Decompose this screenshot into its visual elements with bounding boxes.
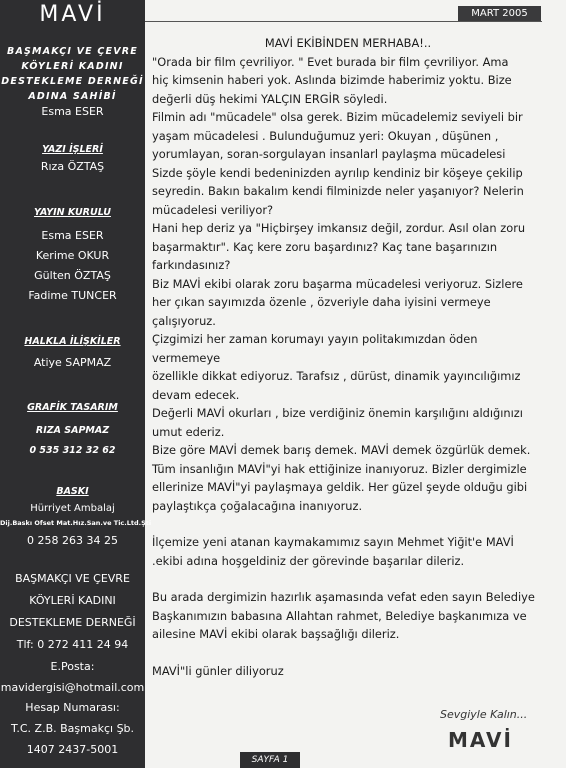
board-member: Gülten ÖZTAŞ (34, 269, 111, 282)
account-label: Hesap Numarası: (25, 701, 120, 714)
print-block (0, 484, 152, 550)
editor-heading: YAZI İŞLERİ (42, 144, 103, 155)
page-number: SAYFA 1 (240, 752, 300, 768)
footer-logo: MAVİ (448, 728, 513, 752)
pr-heading: HALKLA İLİŞKİLER (24, 336, 121, 347)
issue-date: MART 2005 (458, 6, 541, 21)
signature: Sevgiyle Kalın... (440, 708, 528, 721)
article-line: paylaştıkça çoğalacağına inanıyoruz. (152, 498, 363, 513)
board-block (0, 205, 145, 306)
article-line: mücadelesi veriliyor? (152, 202, 274, 217)
article-title: MAVİ EKİBİNDEN MERHABA!.. (264, 36, 432, 50)
article-line: ellerinize MAVİ"yi paylaşmaya geldik. Her güzel şeyde olduğu gibi (152, 480, 528, 494)
designer-phone: 0 535 312 32 62 (29, 445, 116, 456)
article-line: İlçemize yeni atanan kaymakamımız sayın Mehmet Yiğit'e MAVİ (152, 535, 514, 549)
org-line: KÖYLERİ KADINI (21, 61, 124, 72)
contact-org-line: DESTEKLEME DERNEĞİ (9, 616, 136, 629)
article-line: her çıkan sayımızda özenle , özveriyle daha iyisini vermeye (152, 295, 491, 309)
article-line: Çizgimizi her zaman korumayı yayın politakımızdan öden vermemeye (152, 332, 478, 365)
email-address: mavidergisi@hotmail.com (0, 681, 145, 694)
article-line: Başkanımızın babasına Allahtan rahmet, Belediye başkanımıza ve (152, 608, 527, 623)
phone-number: Tlf: 0 272 411 24 94 (16, 638, 129, 651)
pr-name: Atiye SAPMAZ (33, 356, 112, 369)
board-member: Esma ESER (41, 229, 104, 242)
article-line: seyredin. Bakın bakalım kendi filminizde neler yaşanıyor? Nelerin (152, 184, 524, 198)
sidebar (0, 0, 152, 768)
org-line: ADINA SAHİBİ (28, 91, 117, 102)
article-paragraph (152, 588, 544, 644)
contact-org-line: BAŞMAKÇI VE ÇEVRE (15, 572, 130, 585)
header-rule (145, 21, 542, 22)
pr-block (0, 334, 145, 370)
owner-name: Esma ESER (41, 105, 104, 118)
article-line: "Orada bir film çevriliyor. " Evet burada bir film çevriliyor. Ama (152, 54, 509, 69)
article-line: yorumlayan, soran-sorgulayan insanlarl paylaşma mücadelesi (152, 147, 506, 161)
article-body (152, 53, 544, 516)
printer-full: Dij.Baskı Ofset Mat.Hız.San.ve Tic.Ltd.Şti (0, 519, 152, 527)
article-line: ailesine MAVİ ekibi olarak başsağlığı dileriz. (152, 627, 400, 641)
email-label: E.Posta: (50, 660, 95, 673)
article-line: değerli düş hekimi YALÇIN ERGİR söyledi. (152, 91, 388, 106)
article-line: Bize göre MAVİ demek barış demek. MAVİ demek özgürlük demek. (152, 443, 531, 457)
article-line: Hani hep deriz ya "Hiçbirşey imkansız değil, zordur. Asıl olan zoru (152, 221, 526, 235)
editor-block (0, 142, 145, 174)
closing-line: MAVİ"li günler diliyoruz (152, 663, 284, 678)
brand-logo: MAVİ (39, 2, 106, 27)
article-line: Bu arada dergimizin hazırlık aşamasında vefat eden sayın Belediye (152, 590, 535, 604)
article-line: Filmin adı "mücadele" olsa gerek. Bizim mücadelemiz seviyeli bir (152, 110, 523, 124)
article-line: Sizde şöyle kendi bedeninizden ayrılıp kendiniz bir köşeye çekilip (152, 165, 523, 180)
article-line: Tüm insanlığın MAVİ"yi hak ettiğinize inanıyoruz. Bizler dergimizle (152, 461, 527, 476)
board-member: Kerime OKUR (35, 249, 110, 262)
article-line: başarmaktır". Kaç kere zoru başardınız? Kaç tane başarınızın (152, 239, 498, 254)
editor-name: Rıza ÖZTAŞ (40, 160, 105, 173)
article-line: yaşam mücadelesi . Bulunduğumuz yeri: Okuyan , düşünen , (152, 128, 499, 143)
article (152, 34, 544, 680)
publisher-block (0, 44, 145, 119)
article-line: .ekibi adına hoşgeldiniz der görevinde başarılar dileriz. (152, 553, 465, 568)
design-block (0, 400, 145, 461)
article-line: Değerli MAVİ okurları , bize verdiğiniz önemin karşılığını aldığınızı (152, 406, 523, 420)
printer-phone: 0 258 263 34 25 (27, 534, 118, 547)
article-line: çalışıyoruz. (152, 313, 216, 328)
article-line: hiç kimsenin haberi yok. Aslında bizimde haberimiz yoktu. Bize (152, 73, 512, 87)
article-line: farkındasınız? (152, 258, 231, 272)
bank-name: T.C. Z.B. Başmakçı Şb. (10, 722, 135, 735)
article-line: özellikle dikkat ediyoruz. Tarafsız , dürüst, dinamik yayıncılığımız (152, 369, 521, 383)
board-heading: YAYIN KURULU (34, 207, 111, 218)
article-line: Biz MAVİ ekibi olarak zoru başarma mücadelesi veriyoruz. Sizlere (152, 276, 523, 291)
article-paragraph (152, 533, 544, 570)
article-line: devam edecek. (152, 387, 240, 402)
board-member: Fadime TUNCER (28, 289, 117, 302)
print-heading: BASKI (56, 486, 89, 497)
contact-org-line: KÖYLERİ KADINI (29, 594, 116, 607)
article-line: umut ederiz. (152, 424, 225, 439)
contact-block (0, 568, 145, 760)
org-line: DESTEKLEME DERNEĞİ (1, 76, 144, 87)
org-line: BAŞMAKÇI VE ÇEVRE (7, 46, 138, 57)
printer-name: Hürriyet Ambalaj (30, 503, 115, 514)
account-number: 1407 2437-5001 (26, 743, 119, 756)
designer-name: RIZA SAPMAZ (35, 425, 110, 436)
design-heading: GRAFİK TASARIM (27, 402, 118, 413)
